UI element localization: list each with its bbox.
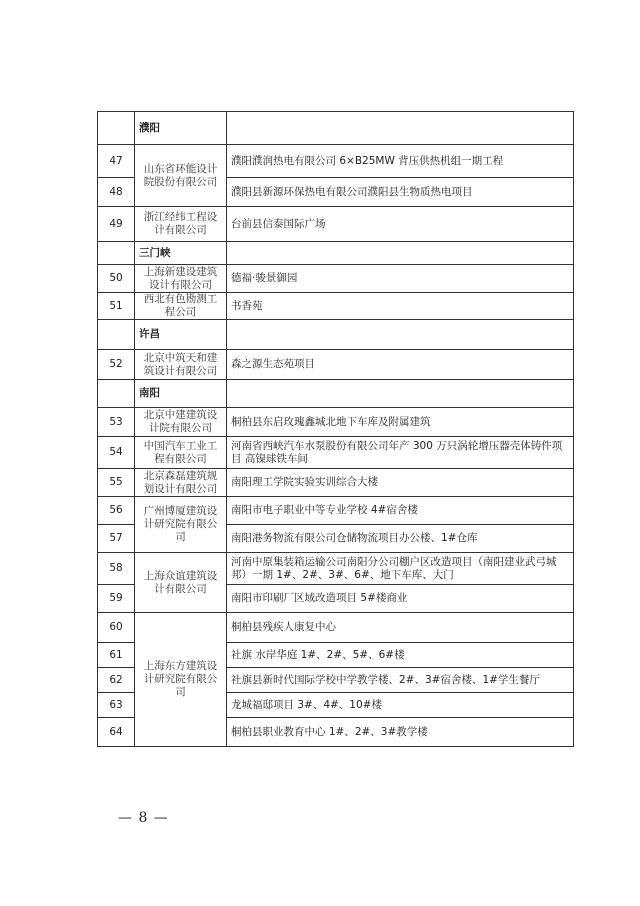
project-name: 社旗县新时代国际学校中学教学楼、2#、3#宿舍楼、1#学生餐厅 bbox=[227, 668, 574, 693]
table-row bbox=[98, 553, 574, 585]
row-number: 51 bbox=[98, 293, 135, 320]
company-name: 上海众谊建筑设计有限公司 bbox=[135, 553, 227, 613]
region-label: 许昌 bbox=[135, 320, 227, 350]
row-number: 56 bbox=[98, 497, 135, 525]
table-row bbox=[98, 145, 574, 178]
project-name: 桐柏县东启玫瑰鑫城北地下车库及附属建筑 bbox=[227, 408, 574, 437]
company-name: 山东省环能设计院股份有限公司 bbox=[135, 145, 227, 207]
page-number: — 8 — bbox=[118, 810, 169, 826]
project-name: 河南省西峡汽车水泵股份有限公司年产 300 万只涡轮增压器壳体铸件项目 高镍球铁车间 bbox=[227, 437, 574, 469]
table-row bbox=[98, 207, 574, 242]
company-name: 西北有色勘测工程公司 bbox=[135, 293, 227, 320]
row-number: 48 bbox=[98, 178, 135, 207]
company-name: 中国汽车工业工程有限公司 bbox=[135, 437, 227, 469]
row-number: 62 bbox=[98, 668, 135, 693]
project-name: 濮阳县新源环保热电有限公司濮阳县生物质热电项目 bbox=[227, 178, 574, 207]
row-number: 47 bbox=[98, 145, 135, 178]
table-row bbox=[98, 350, 574, 380]
region-row bbox=[98, 380, 574, 408]
row-number: 53 bbox=[98, 408, 135, 437]
table-row bbox=[98, 408, 574, 437]
project-name: 南阳港务物流有限公司仓储物流项目办公楼、1#仓库 bbox=[227, 525, 574, 553]
row-number: 49 bbox=[98, 207, 135, 242]
company-name: 上海新建设建筑设计有限公司 bbox=[135, 265, 227, 293]
table-row bbox=[98, 265, 574, 293]
row-number: 64 bbox=[98, 718, 135, 747]
company-name: 浙江经纬工程设计有限公司 bbox=[135, 207, 227, 242]
num-cell-empty bbox=[98, 320, 135, 350]
project-name: 桐柏县职业教育中心 1#、2#、3#教学楼 bbox=[227, 718, 574, 747]
row-number: 55 bbox=[98, 469, 135, 497]
row-number: 60 bbox=[98, 613, 135, 643]
table-row bbox=[98, 469, 574, 497]
table-row bbox=[98, 293, 574, 320]
project-name: 南阳理工学院实验实训综合大楼 bbox=[227, 469, 574, 497]
project-table bbox=[97, 111, 574, 747]
num-cell-empty bbox=[98, 242, 135, 265]
project-name: 桐柏县残疾人康复中心 bbox=[227, 613, 574, 643]
region-row bbox=[98, 242, 574, 265]
region-label: 濮阳 bbox=[135, 112, 227, 145]
row-number: 61 bbox=[98, 643, 135, 668]
project-name: 龙城福邸项目 3#、4#、10#楼 bbox=[227, 693, 574, 718]
row-number: 63 bbox=[98, 693, 135, 718]
company-name: 上海东方建筑设计研究院有限公司 bbox=[135, 613, 227, 747]
project-name: 森之源生态苑项目 bbox=[227, 350, 574, 380]
table-row bbox=[98, 497, 574, 525]
row-number: 50 bbox=[98, 265, 135, 293]
num-cell-empty bbox=[98, 112, 135, 145]
row-number: 54 bbox=[98, 437, 135, 469]
project-name: 南阳市电子职业中等专业学校 4#宿舍楼 bbox=[227, 497, 574, 525]
project-cell-empty bbox=[227, 242, 574, 265]
project-name: 濮阳濮润热电有限公司 6×B25MW 背压供热机组一期工程 bbox=[227, 145, 574, 178]
region-label: 南阳 bbox=[135, 380, 227, 408]
row-number: 58 bbox=[98, 553, 135, 585]
region-row bbox=[98, 320, 574, 350]
row-number: 59 bbox=[98, 585, 135, 613]
project-cell-empty bbox=[227, 380, 574, 408]
project-name: 台前县信泰国际广场 bbox=[227, 207, 574, 242]
row-number: 52 bbox=[98, 350, 135, 380]
project-name: 河南中原集装箱运输公司南阳分公司棚户区改造项目（南阳建业武弓城邦）一期 1#、2#、3#、6#、地下车库、大门 bbox=[227, 553, 574, 585]
project-name: 书香苑 bbox=[227, 293, 574, 320]
table-row bbox=[98, 437, 574, 469]
company-name: 北京森磊建筑规划设计有限公司 bbox=[135, 469, 227, 497]
company-name: 北京中建建筑设计院有限公司 bbox=[135, 408, 227, 437]
row-number: 57 bbox=[98, 525, 135, 553]
project-name: 社旗 水岸华庭 1#、2#、5#、6#楼 bbox=[227, 643, 574, 668]
project-cell-empty bbox=[227, 112, 574, 145]
project-name: 南阳市印刷厂区域改造项目 5#楼商业 bbox=[227, 585, 574, 613]
company-name: 北京中筑天和建筑设计有限公司 bbox=[135, 350, 227, 380]
company-name: 广州博厦建筑设计研究院有限公司 bbox=[135, 497, 227, 553]
project-name: 德福·骏景御园 bbox=[227, 265, 574, 293]
num-cell-empty bbox=[98, 380, 135, 408]
region-row bbox=[98, 112, 574, 145]
project-cell-empty bbox=[227, 320, 574, 350]
table-row bbox=[98, 613, 574, 643]
region-label: 三门峡 bbox=[135, 242, 227, 265]
